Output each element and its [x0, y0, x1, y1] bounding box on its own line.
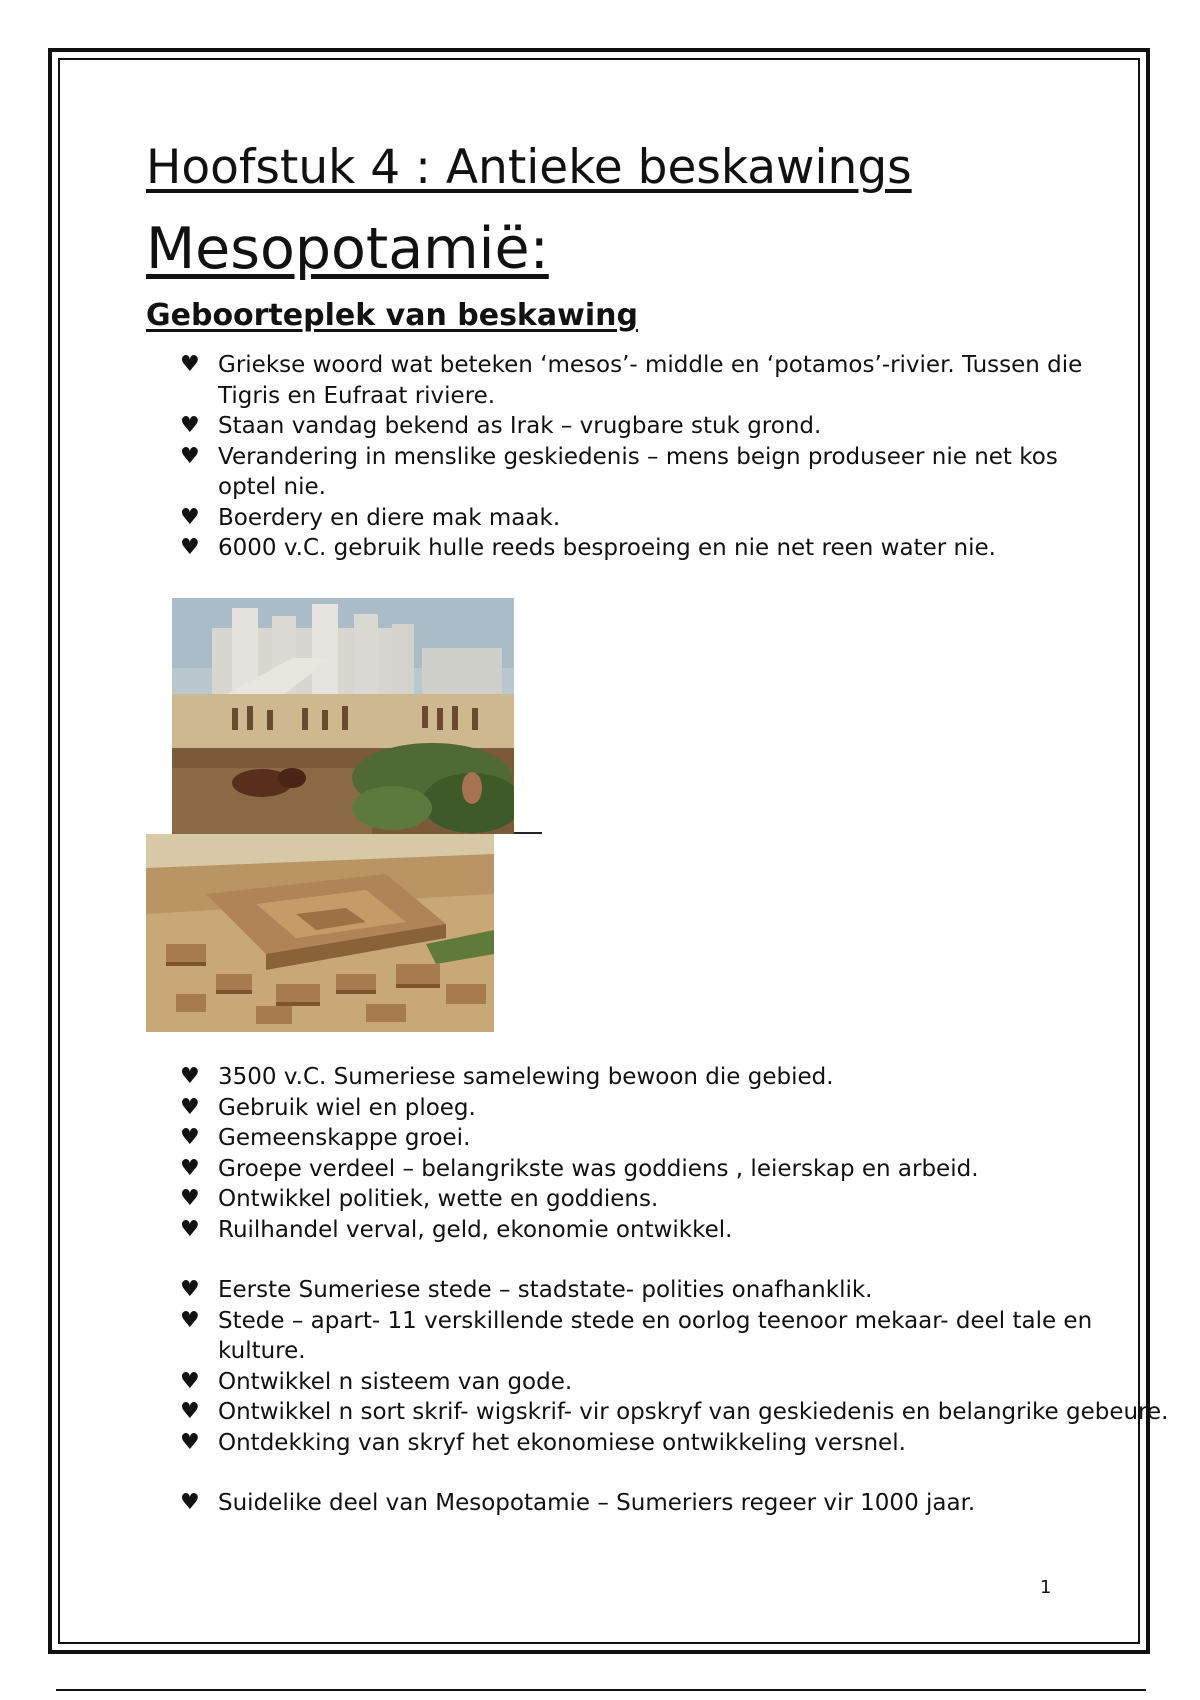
- heart-bullet-icon: ♥: [180, 1064, 200, 1089]
- list-item: ♥ Ruilhandel verval, geld, ekonomie ontwikkel.: [218, 1215, 1178, 1246]
- list-item: ♥ 6000 v.C. gebruik hulle reeds besproeing en nie net reen water nie.: [218, 533, 1096, 564]
- heart-bullet-icon: ♥: [180, 352, 200, 377]
- list-item: ♥ Griekse woord wat beteken ‘mesos’- middle en ‘potamos’-rivier. Tussen die Tigris en Eufraat riviere.: [180, 352, 1083, 409]
- heart-bullet-icon: ♥: [180, 1277, 200, 1302]
- heart-bullet-icon: ♥: [180, 1307, 200, 1333]
- list-item: ♥ Groepe verdeel – belangrikste was goddiens , leierskap en arbeid.: [218, 1154, 1178, 1185]
- list-item: ♥ Ontdekking van skryf het ekonomiese ontwikkeling versnel.: [218, 1428, 1178, 1459]
- list-item: ♥ Gebruik wiel en ploeg.: [218, 1093, 1178, 1124]
- mesopotamia-city-illustration: [172, 598, 514, 834]
- list-item: ♥ Gemeenskappe groei.: [218, 1123, 1178, 1154]
- heart-bullet-icon: ♥: [180, 1216, 200, 1242]
- list-item: ♥ Stede – apart- 11 verskillende stede en oorlog teenoor mekaar- deel tale en kulture.: [180, 1307, 1093, 1364]
- image-anchor-mark: [514, 832, 542, 834]
- heart-bullet-icon: ♥: [180, 504, 200, 530]
- list-spacer: [218, 1245, 1178, 1275]
- list-item: ♥ Eerste Sumeriese stede – stadstate- polities onafhanklik.: [218, 1275, 1178, 1306]
- heart-bullet-icon: ♥: [180, 1125, 200, 1150]
- heart-bullet-icon: ♥: [180, 443, 200, 469]
- heart-bullet-icon: ♥: [180, 1094, 200, 1120]
- list-spacer: [218, 1458, 1178, 1488]
- chapter-title: Hoofstuk 4 : Antieke beskawings: [146, 140, 912, 195]
- bullet-list-bottom: [146, 1062, 1178, 1519]
- heart-bullet-icon: ♥: [180, 1368, 200, 1394]
- heart-bullet-icon: ♥: [180, 1399, 200, 1424]
- subheading: Geboorteplek van beskawing: [146, 298, 638, 333]
- list-item: ♥ Ontwikkel n sort skrif- wigskrif- vir opskryf van geskiedenis en belangrike gebeure.: [218, 1397, 1178, 1428]
- list-item: ♥ Boerdery en diere mak maak.: [218, 503, 1096, 534]
- page-number: 1: [1040, 1577, 1052, 1598]
- list-item: ♥ Ontwikkel n sisteem van gode.: [218, 1367, 1178, 1398]
- heart-bullet-icon: ♥: [180, 413, 200, 438]
- page-content: [146, 140, 1096, 564]
- list-item: ♥ Staan vandag bekend as Irak – vrugbare stuk grond.: [218, 411, 1096, 442]
- bottom-rule: [56, 1689, 1146, 1691]
- heart-bullet-icon: ♥: [180, 1186, 200, 1211]
- ancient-city-aerial-illustration: [146, 834, 494, 1032]
- list-item: ♥ Ontwikkel politiek, wette en goddiens.: [218, 1184, 1178, 1215]
- heart-bullet-icon: ♥: [180, 1429, 200, 1455]
- heart-bullet-icon: ♥: [180, 1490, 200, 1515]
- section-title: Mesopotamië:: [146, 216, 549, 282]
- bullet-list-top: [146, 350, 1096, 564]
- heart-bullet-icon: ♥: [180, 535, 200, 560]
- heart-bullet-icon: ♥: [180, 1155, 200, 1181]
- list-item: ♥ Verandering in menslike geskiedenis – mens beign produseer nie net kos optel nie.: [180, 443, 1058, 500]
- list-item: ♥ Suidelike deel van Mesopotamie – Sumeriers regeer vir 1000 jaar.: [218, 1488, 1178, 1519]
- list-item: ♥ 3500 v.C. Sumeriese samelewing bewoon die gebied.: [218, 1062, 1178, 1093]
